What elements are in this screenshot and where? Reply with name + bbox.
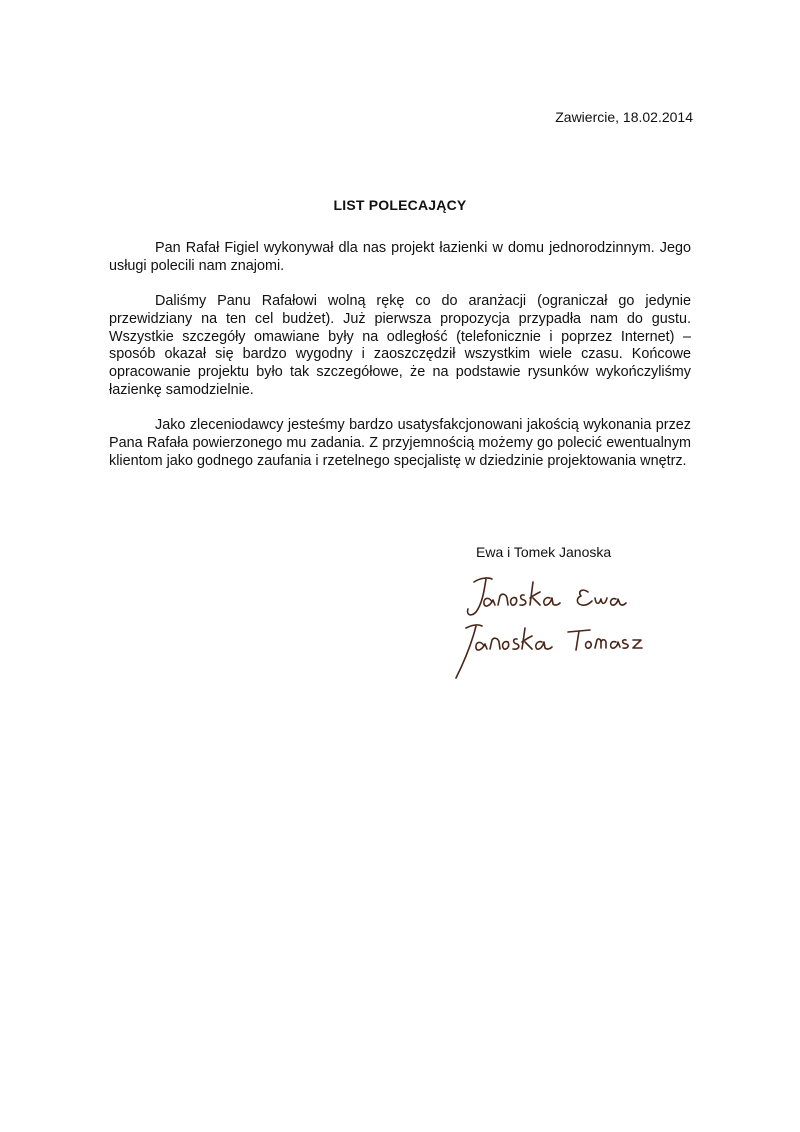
letter-body	[109, 240, 691, 488]
paragraph-3: Jako zleceniodawcy jesteśmy bardzo usatysfakcjonowani jakością wykonania przez Pana Rafała powierzonego mu zadania. Z przyjemnością możemy go polecić ewentualnym klientom jako godnego zaufania i rzetelnego specjalistę w dziedzinie projektowania wnętrz.	[109, 417, 691, 469]
handwritten-signature	[440, 568, 660, 688]
signature-drawing	[440, 568, 660, 688]
letter-title: LIST POLECAJĄCY	[333, 197, 467, 213]
date-line: Zawiercie, 18.02.2014	[555, 109, 693, 125]
paragraph-1: Pan Rafał Figiel wykonywał dla nas projekt łazienki w domu jednorodzinnym. Jego usługi polecili nam znajomi.	[109, 240, 691, 274]
paragraph-2: Daliśmy Panu Rafałowi wolną rękę co do aranżacji (ograniczał go jedynie przewidziany na ten cel budżet). Już pierwsza propozycja przypadła nam do gustu. Wszystkie szczegóły omawiane były na odległość (telefonicznie i poprzez Internet) – sposób okazał się bardzo wygodny i zaoszczędził wszystkim wiele czasu. Końcowe opracowanie projektu było tak szczegółowe, że na podstawie rysunków wykończyliśmy łazienkę samodzielnie.	[109, 293, 691, 399]
signatories-name: Ewa i Tomek Janoska	[476, 544, 612, 560]
